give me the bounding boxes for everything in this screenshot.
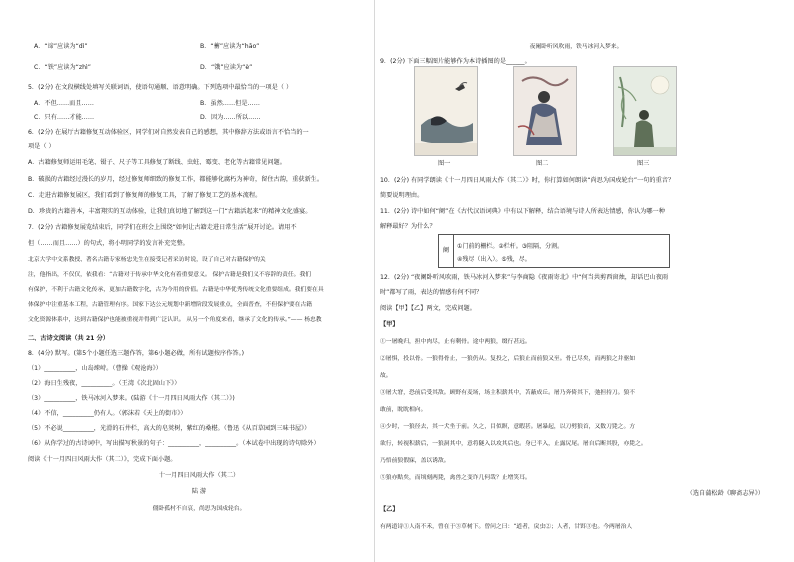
jia-line: 乃悟前狼假寐，盖以诱敌。 bbox=[380, 458, 450, 464]
q4-option-a: A．“谛”应读为“dì” bbox=[34, 43, 88, 50]
q11-stem: 11．(2分) 诗中如何“阑”在《古代汉语词典》中有以下解释，结合语境与诗人所表达情感，你认为哪一种 bbox=[380, 208, 665, 215]
q6-option-c: C．走进古籍修复展区，我们看到了修复师的修复工具，了解了修复工艺的基本流程。 bbox=[28, 192, 262, 199]
passage-line: 有保护，不利于古籍文化传承，更加古籍数字化，古为今用的价值。古籍是中华优秀传统文化重要组成。我们要在具 bbox=[28, 287, 324, 293]
definition-row: ④残尽（出入）。⑤残，尽。 bbox=[457, 256, 531, 263]
jia-line: ②屠惧，投以骨。一狼得骨止，一狼仍从。复投之，后狼止而前狼又至。骨已尽矣，而两狼之并驱如 bbox=[380, 356, 636, 362]
poem-author: 陆 游 bbox=[191, 488, 207, 495]
caption-3: 图三 bbox=[637, 160, 650, 167]
jia-line: ⑤狼亦黠矣，而顷刻两毙，禽兽之变诈几何哉？止增笑耳。 bbox=[380, 475, 531, 481]
q8-item-2: （2）海日生残夜，__________。（王湾《次北固山下》） bbox=[28, 380, 181, 387]
source-citation: （选自蒲松龄《聊斋志异》） bbox=[686, 490, 764, 497]
definition-row: ①门前的栅栏。②栏杆。③阻隔，分割。 bbox=[457, 243, 564, 250]
dictionary-definition-box bbox=[438, 234, 670, 268]
q8-item-3: （3）__________，铁马冰河入梦来。(陆游《十一月四日风雨大作（其二）》) bbox=[28, 395, 235, 402]
text-yi-label: 【乙】 bbox=[380, 506, 399, 513]
text-jia-label: 【甲】 bbox=[380, 321, 399, 328]
illustration-1 bbox=[414, 66, 478, 156]
q6-option-a: A．古籍修复师运用毛笔、镊子、尺子等工具修复了断线、虫蛀、霉变、老化等古籍常见问题。 bbox=[28, 159, 286, 166]
q5-option-b: B．虽然……但是…… bbox=[200, 100, 260, 107]
jia-line: 故。 bbox=[380, 373, 392, 379]
q11-stem-cont: 解释最好？为什么？ bbox=[380, 223, 436, 230]
caption-2: 图二 bbox=[536, 160, 549, 167]
q6-stem: 6．(2分) 在展厅古籍修复互动体验区，同学们对自然发表自己的感想，其中修辞方法或语言不恰当的一 bbox=[28, 129, 309, 136]
q7-stem-cont: 但（……而且……）的句式，将小明同学的发言补充完整。 bbox=[28, 240, 189, 247]
reading-intro: 阅读《十一月四日风雨大作（其二）》，完成下面小题。 bbox=[28, 456, 177, 463]
q12-stem: 12．(2分) “夜阑卧听风吹雨，铁马冰河入梦来”与李商隐《夜雨寄北》中“何当共剪西窗烛，却话巴山夜雨 bbox=[380, 274, 669, 281]
passage-line: 注，他指出，不仅仅，依我看：“古籍对于传承中华文化有着重要意义。 保护古籍是我们义不容辞的责任。我们 bbox=[28, 272, 312, 278]
q4-option-c: C．“铁”应读为“zhì” bbox=[34, 64, 91, 71]
section-heading: 二、古诗文阅读（共 21 分） bbox=[28, 335, 109, 342]
q4-option-d: D．“饿”应读为“è” bbox=[200, 64, 253, 71]
q5-option-c: C．只有……才能…… bbox=[34, 114, 95, 121]
q8-item-1: （1）__________，山岛竦峙。（曹操《观沧海》） bbox=[28, 365, 162, 372]
jia-line: 欲行，转视积薪后，一狼洞其中，意将隧入以攻其后也。身已半入，止露尻尾。屠自后断其股，亦毙之。 bbox=[380, 441, 647, 447]
passage-line: 体保护中注重基本工程，古籍管理有序。国家下达公元规划中新增阶段发展重点，全面普查，不但保护要在古籍 bbox=[28, 302, 313, 308]
q12-stem-cont: 时”都写了雨，表达的情感有何不同？ bbox=[380, 289, 483, 296]
q9-stem: 9．(2分) 下面三幅图片能够作为本诗插图的是______。 bbox=[380, 58, 531, 65]
q10-stem-cont: 简要说明理由。 bbox=[380, 192, 424, 199]
jia-line: 敢前，眈眈相向。 bbox=[380, 407, 427, 413]
q10-stem: 10．(2分) 有同学朗读《十一月四日风雨大作（其二）》时，你打算如何朗读“尚思为国戍轮台”一句的重音？ bbox=[380, 177, 675, 184]
q5-option-d: D．因为……所以…… bbox=[200, 114, 261, 121]
passage-line: 北京大学中文系教授、著名古籍专家杨忠先生在接受记者采访时说，设了自己对古籍保护的关 bbox=[28, 257, 266, 263]
passage-line: 文化资源体系中，达到古籍保护也能被重视并得到广泛认识。 从另一个角度来看，继承了文化的传承。”—— 杨忠教 bbox=[28, 317, 322, 323]
q5-option-a: A．不但……而且…… bbox=[34, 100, 94, 107]
jia-line: ③屠大窘，恐前后受其敌。顾野有麦场，场主积薪其中，苫蔽成丘。屠乃奔倚其下，弛担持刀。狼不 bbox=[380, 390, 636, 396]
q8-item-4: （4）不信，__________仍有人。（郭沫若《天上的街市》） bbox=[28, 410, 187, 417]
yi-line: 有两道诗①人南不禾，曾在于③草树下。曾问之曰：“道者，戾虫②；人者，甘饵③也。今两屠治人 bbox=[380, 524, 633, 530]
q6-stem-cont: 项是（ ） bbox=[28, 143, 55, 150]
definition-headword: 阑 bbox=[439, 235, 454, 267]
illustration-2 bbox=[513, 66, 577, 156]
jia-line: ④少时，一狼径去，其一犬坐于前。久之，目似瞑，意暇甚。屠暴起，以刀劈狼首，又数刀毙之。方 bbox=[380, 424, 636, 430]
poem-line: 僵卧孤村不自哀，尚思为国戍轮台。 bbox=[152, 506, 246, 512]
q4-option-b: B．“蓄”应读为“hāo” bbox=[200, 43, 260, 50]
q6-option-b: B．破损的古籍经过漫长的岁月，经过修复师细致的修复工作，都能够化腐朽为神奇，留住古韵，重获新生。 bbox=[28, 176, 324, 183]
q6-option-d: D．珍贵的古籍善本，丰富翔实的互动体验，让我们真切地了解到这一门“古籍活起来”的精神文化盛宴。 bbox=[28, 208, 312, 215]
q8-item-5: （5）不必说__________，光滑的石井栏，高大的皂荚树，紫红的桑椹。（鲁迅《从百草园到三味书屋》） bbox=[28, 425, 311, 432]
column-divider bbox=[374, 0, 375, 562]
caption-1: 图一 bbox=[438, 160, 451, 167]
q7-stem: 7．(2分) 古籍修复展览结束后，同学们在班会上围绕“如何让古籍走进日常生活”展开讨论。请用不 bbox=[28, 224, 297, 231]
q5-stem: 5．(2分) 在文段横线处填写关联词语，使语句通顺、语意明确。下列选项中最恰当的一项是（ ） bbox=[28, 84, 293, 91]
q8-stem: 8．(4分) 默写。(第5个小题任选三题作答，第6小题必做，所有试题按序作答。) bbox=[28, 350, 245, 357]
poem-title: 十一月四日风雨大作（其二） bbox=[158, 472, 240, 479]
jia-line: ①一屠晚归，担中肉尽，止有剩骨。途中两狼，缀行甚远。 bbox=[380, 339, 531, 345]
poem-line: 夜阑卧听风吹雨，铁马冰河入梦来。 bbox=[529, 44, 623, 50]
q8-item-6: （6）从你学过的古诗词中，写出描写秋景的句子：__________，__________。（本试卷中出现的诗句除外） bbox=[28, 440, 320, 447]
reading-intro-2: 阅读【甲】【乙】两文，完成问题。 bbox=[380, 305, 476, 312]
illustration-3 bbox=[613, 66, 677, 156]
